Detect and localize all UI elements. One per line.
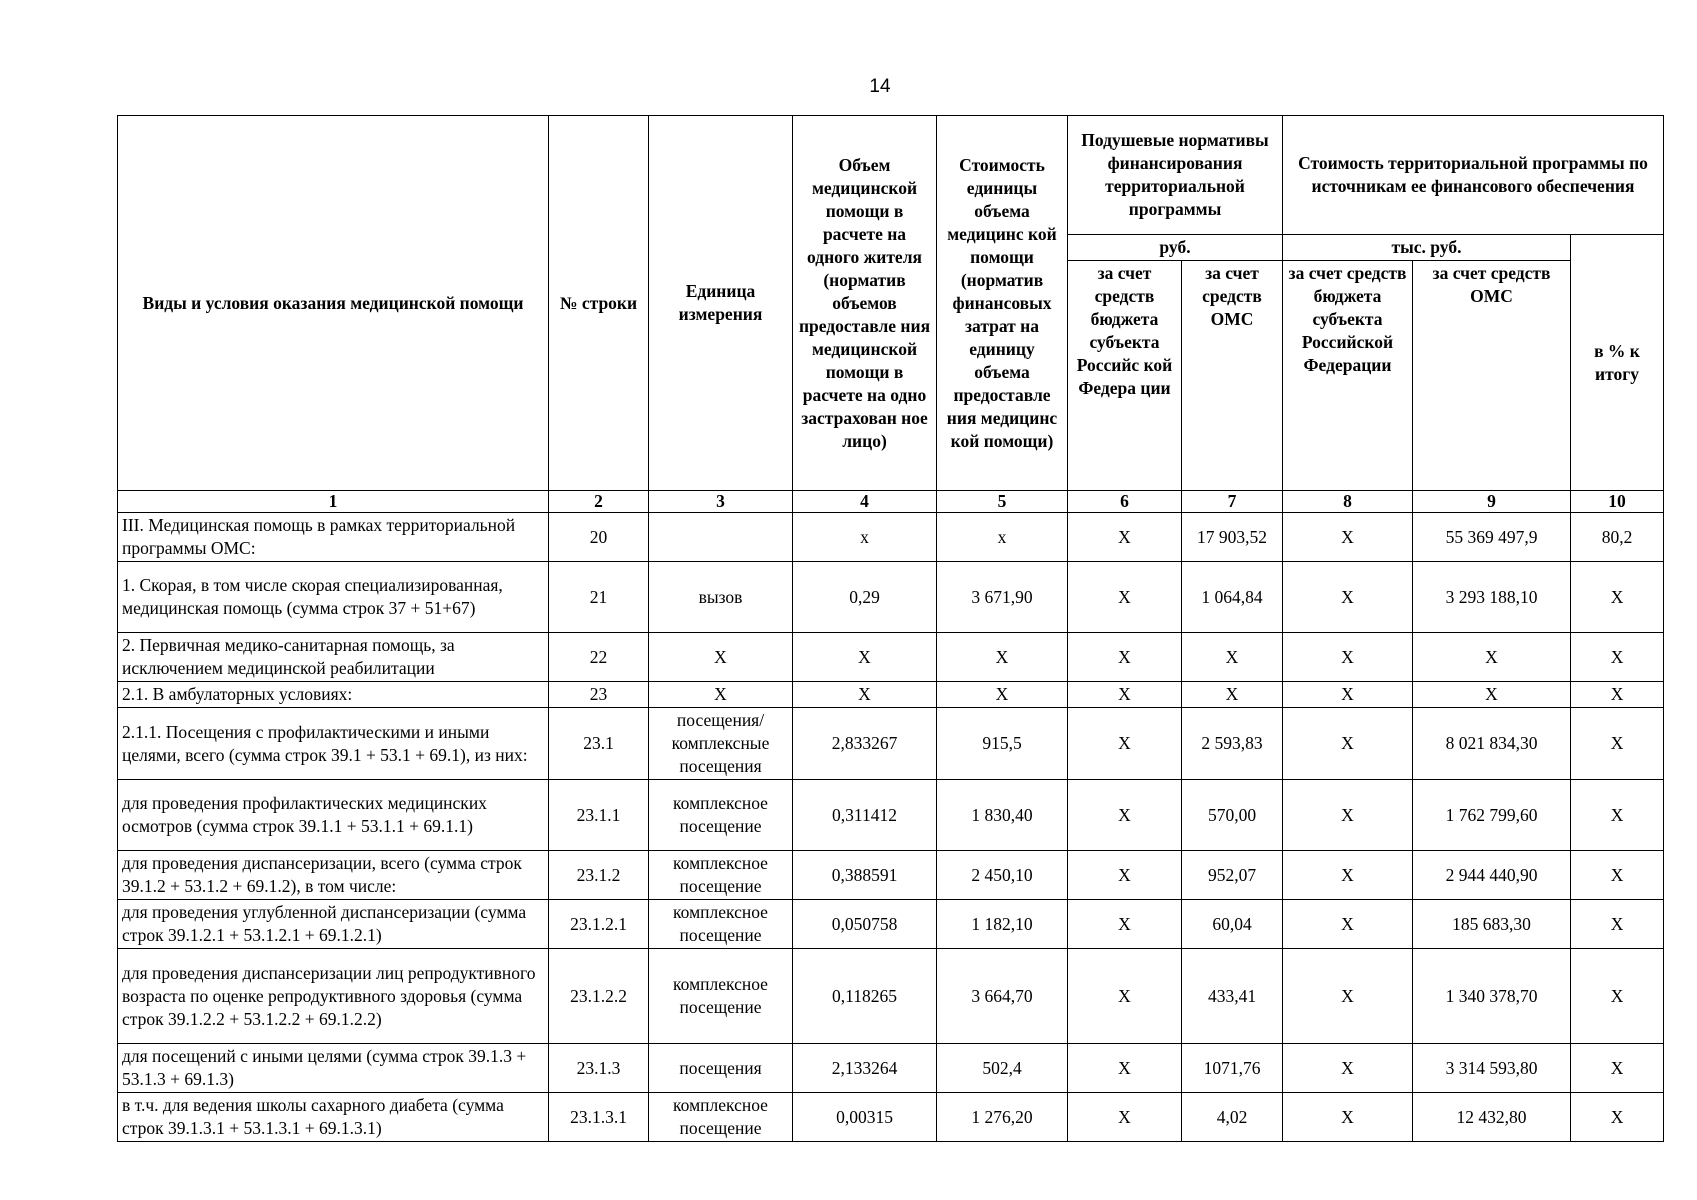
header-per-capita-norms: Подушевые нормативы финансирования территориальной программы	[1068, 116, 1283, 235]
row-oms-cost: 1 340 378,70	[1413, 949, 1571, 1044]
row-unit: комплексное посещение	[649, 949, 793, 1044]
row-oms-norm: Х	[1182, 682, 1283, 708]
row-budget-cost: Х	[1283, 633, 1413, 682]
table-row	[118, 780, 1664, 851]
row-oms-cost: Х	[1413, 682, 1571, 708]
row-name: для проведения профилактических медицинских осмотров (сумма строк 39.1.1 + 53.1.1 + 69.1.1)	[118, 780, 549, 851]
row-volume: 0,00315	[793, 1093, 937, 1142]
column-number: 3	[649, 491, 793, 513]
column-number: 8	[1283, 491, 1413, 513]
table-row	[118, 562, 1664, 633]
row-unit: Х	[649, 682, 793, 708]
row-unit: комплексное посещение	[649, 780, 793, 851]
row-number: 23.1.2.2	[549, 949, 649, 1044]
row-percent: Х	[1571, 851, 1664, 900]
header-program-cost: Стоимость территориальной программы по источникам ее финансового обеспечения	[1283, 116, 1664, 235]
row-name: 2.1.1. Посещения с профилактическими и иными целями, всего (сумма строк 39.1 + 53.1 + 69.1), из них:	[118, 708, 549, 780]
table-row	[118, 851, 1664, 900]
row-number: 21	[549, 562, 649, 633]
row-budget-norm: Х	[1068, 682, 1182, 708]
row-name: 2.1. В амбулаторных условиях:	[118, 682, 549, 708]
row-name: 2. Первичная медико-санитарная помощь, за исключением медицинской реабилитации	[118, 633, 549, 682]
header-norm-budget: за счет средств бюджета субъекта Российс кой Федера ции	[1068, 261, 1182, 491]
row-name: для проведения углубленной диспансеризации (сумма строк 39.1.2.1 + 53.1.2.1 + 69.1.2.1)	[118, 900, 549, 949]
row-oms-cost: 8 021 834,30	[1413, 708, 1571, 780]
table-row	[118, 682, 1664, 708]
header-cost-oms: за счет средств ОМС	[1413, 261, 1571, 491]
row-oms-norm: 60,04	[1182, 900, 1283, 949]
row-number: 23	[549, 682, 649, 708]
row-budget-cost: Х	[1283, 949, 1413, 1044]
row-number: 23.1.2.1	[549, 900, 649, 949]
row-number: 23.1	[549, 708, 649, 780]
row-percent: Х	[1571, 708, 1664, 780]
row-percent: Х	[1571, 633, 1664, 682]
row-budget-norm: Х	[1068, 1093, 1182, 1142]
row-name: для проведения диспансеризации лиц репродуктивного возраста по оценке репродуктивного здоровья (сумма строк 39.1.2.2 + 53.1.2.2 + 69.1.2.2)	[118, 949, 549, 1044]
row-oms-norm: 952,07	[1182, 851, 1283, 900]
row-percent: Х	[1571, 900, 1664, 949]
row-unit: посещения	[649, 1044, 793, 1093]
row-budget-cost: Х	[1283, 708, 1413, 780]
table-row	[118, 513, 1664, 562]
row-unit: комплексное посещение	[649, 900, 793, 949]
table-row	[118, 949, 1664, 1044]
row-volume: Х	[793, 682, 937, 708]
row-unit: комплексное посещение	[649, 851, 793, 900]
row-volume: 0,050758	[793, 900, 937, 949]
row-unit-cost: 1 182,10	[937, 900, 1068, 949]
row-number: 23.1.3	[549, 1044, 649, 1093]
row-budget-norm: Х	[1068, 851, 1182, 900]
row-budget-norm: Х	[1068, 708, 1182, 780]
row-volume: 2,133264	[793, 1044, 937, 1093]
row-oms-norm: 17 903,52	[1182, 513, 1283, 562]
header-unit: Единица измерения	[649, 116, 793, 491]
row-number: 20	[549, 513, 649, 562]
row-volume: 0,311412	[793, 780, 937, 851]
row-unit: вызов	[649, 562, 793, 633]
row-percent: Х	[1571, 682, 1664, 708]
column-number: 9	[1413, 491, 1571, 513]
header-row-number: № строки	[549, 116, 649, 491]
row-oms-cost: 1 762 799,60	[1413, 780, 1571, 851]
row-number: 23.1.3.1	[549, 1093, 649, 1142]
row-unit-cost: Х	[937, 633, 1068, 682]
header-types-of-care: Виды и условия оказания медицинской помощи	[118, 116, 549, 491]
row-budget-norm: Х	[1068, 562, 1182, 633]
row-volume: х	[793, 513, 937, 562]
column-number: 7	[1182, 491, 1283, 513]
row-oms-cost: 3 293 188,10	[1413, 562, 1571, 633]
row-unit-cost: 3 671,90	[937, 562, 1068, 633]
row-unit-cost: 1 276,20	[937, 1093, 1068, 1142]
row-oms-cost: 2 944 440,90	[1413, 851, 1571, 900]
row-name: III. Медицинская помощь в рамках территориальной программы ОМС:	[118, 513, 549, 562]
row-percent: 80,2	[1571, 513, 1664, 562]
row-oms-cost: 12 432,80	[1413, 1093, 1571, 1142]
column-number: 2	[549, 491, 649, 513]
row-oms-norm: 2 593,83	[1182, 708, 1283, 780]
row-oms-norm: 1 064,84	[1182, 562, 1283, 633]
financing-table	[117, 115, 1664, 1142]
row-unit-cost: 915,5	[937, 708, 1068, 780]
row-oms-norm: 1071,76	[1182, 1044, 1283, 1093]
row-oms-cost: Х	[1413, 633, 1571, 682]
row-oms-cost: 3 314 593,80	[1413, 1044, 1571, 1093]
row-budget-norm: Х	[1068, 1044, 1182, 1093]
header-volume: Объем медицинской помощи в расчете на одного жителя (норматив объемов предоставле ния медицинской помощи в расчете на одно застрахован ное лицо)	[793, 116, 937, 491]
row-budget-cost: Х	[1283, 562, 1413, 633]
row-budget-cost: Х	[1283, 1044, 1413, 1093]
row-budget-norm: Х	[1068, 780, 1182, 851]
column-number: 1	[118, 491, 549, 513]
header-norm-oms: за счет средств ОМС	[1182, 261, 1283, 491]
row-percent: Х	[1571, 562, 1664, 633]
row-budget-cost: Х	[1283, 780, 1413, 851]
row-name: в т.ч. для ведения школы сахарного диабета (сумма строк 39.1.3.1 + 53.1.3.1 + 69.1.3.1)	[118, 1093, 549, 1142]
row-oms-norm: 433,41	[1182, 949, 1283, 1044]
row-oms-norm: Х	[1182, 633, 1283, 682]
row-percent: Х	[1571, 949, 1664, 1044]
row-budget-cost: Х	[1283, 513, 1413, 562]
table-row	[118, 708, 1664, 780]
page-number: 14	[869, 76, 891, 97]
row-oms-cost: 185 683,30	[1413, 900, 1571, 949]
column-number: 6	[1068, 491, 1182, 513]
row-unit-cost: 502,4	[937, 1044, 1068, 1093]
row-volume: 2,833267	[793, 708, 937, 780]
column-number: 4	[793, 491, 937, 513]
table-row	[118, 900, 1664, 949]
row-volume: Х	[793, 633, 937, 682]
row-unit: комплексное посещение	[649, 1093, 793, 1142]
row-unit-cost: 1 830,40	[937, 780, 1068, 851]
row-budget-cost: Х	[1283, 900, 1413, 949]
row-oms-norm: 570,00	[1182, 780, 1283, 851]
row-volume: 0,388591	[793, 851, 937, 900]
row-budget-norm: Х	[1068, 900, 1182, 949]
row-budget-norm: Х	[1068, 949, 1182, 1044]
row-unit-cost: х	[937, 513, 1068, 562]
table-row	[118, 1044, 1664, 1093]
row-budget-norm: Х	[1068, 513, 1182, 562]
row-percent: Х	[1571, 1044, 1664, 1093]
row-unit-cost: 3 664,70	[937, 949, 1068, 1044]
header-unit-thous-rub: тыс. руб.	[1283, 235, 1571, 261]
row-unit-cost: Х	[937, 682, 1068, 708]
row-budget-cost: Х	[1283, 682, 1413, 708]
header-unit-rub: руб.	[1068, 235, 1283, 261]
row-volume: 0,29	[793, 562, 937, 633]
table-row	[118, 1093, 1664, 1142]
row-unit	[649, 513, 793, 562]
row-name: для посещений с иными целями (сумма строк 39.1.3 + 53.1.3 + 69.1.3)	[118, 1044, 549, 1093]
row-number: 22	[549, 633, 649, 682]
row-budget-cost: Х	[1283, 1093, 1413, 1142]
row-number: 23.1.1	[549, 780, 649, 851]
row-budget-cost: Х	[1283, 851, 1413, 900]
row-number: 23.1.2	[549, 851, 649, 900]
table-row	[118, 633, 1664, 682]
row-oms-cost: 55 369 497,9	[1413, 513, 1571, 562]
row-unit: Х	[649, 633, 793, 682]
column-number: 5	[937, 491, 1068, 513]
row-unit: посещения/ комплексные посещения	[649, 708, 793, 780]
row-unit-cost: 2 450,10	[937, 851, 1068, 900]
column-number: 10	[1571, 491, 1664, 513]
row-name: 1. Скорая, в том числе скорая специализированная, медицинская помощь (сумма строк 37 + 51+67)	[118, 562, 549, 633]
row-oms-norm: 4,02	[1182, 1093, 1283, 1142]
row-percent: Х	[1571, 1093, 1664, 1142]
header-percent: в % к итогу	[1571, 235, 1664, 491]
row-name: для проведения диспансеризации, всего (сумма строк 39.1.2 + 53.1.2 + 69.1.2), в том числе:	[118, 851, 549, 900]
row-percent: Х	[1571, 780, 1664, 851]
row-budget-norm: Х	[1068, 633, 1182, 682]
column-numbers-row	[118, 491, 1664, 513]
row-volume: 0,118265	[793, 949, 937, 1044]
header-cost-budget: за счет средств бюджета субъекта Российской Федерации	[1283, 261, 1413, 491]
header-unit-cost: Стоимость единицы объема медицинс кой помощи (норматив финансовых затрат на единицу объема предоставле ния медицинс кой помощи)	[937, 116, 1068, 491]
